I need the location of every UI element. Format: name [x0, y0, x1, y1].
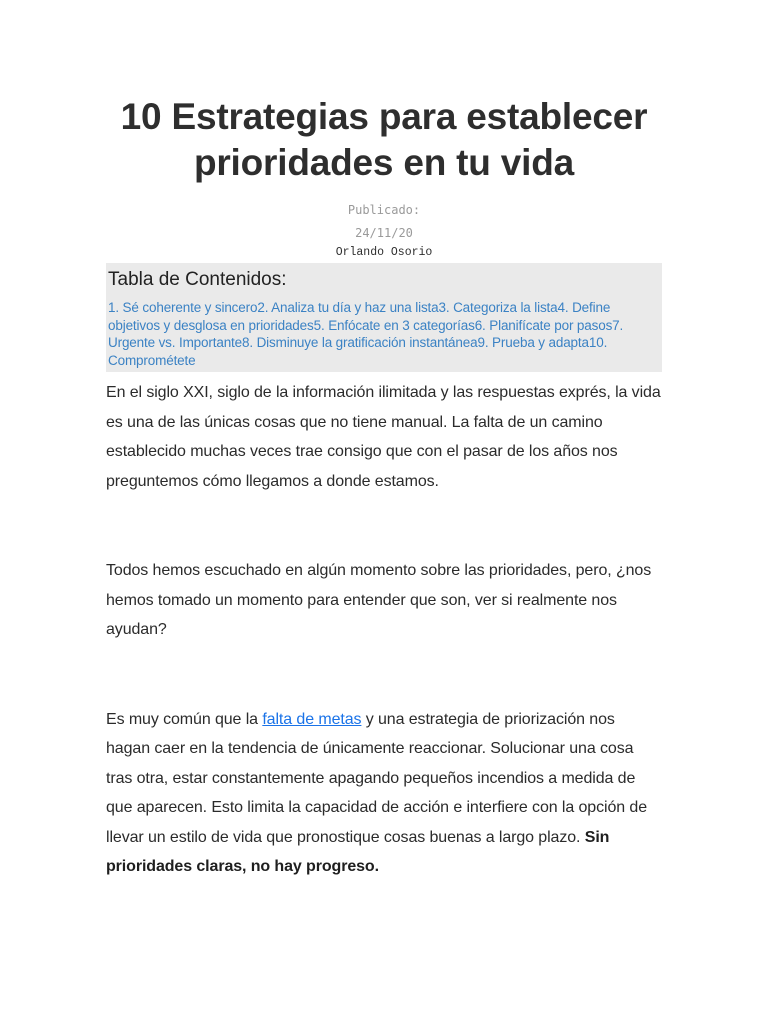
- published-date: 24/11/20: [355, 226, 413, 240]
- article-page: [106, 0, 662, 882]
- toc-links[interactable]: 1. Sé coherente y sincero2. Analiza tu día y haz una lista3. Categoriza la lista4. Define objetivos y desglosa en prioridades5. Enfócate en 3 categorías6. Planifícate por pasos7. Urgente vs. Importante8. Disminuye la gratificación instantánea9. Prueba y adapta10. Comprométete: [108, 300, 624, 368]
- article-title: 10 Estrategias para establecer prioridades en tu vida: [120, 96, 648, 183]
- body-paragraph-1: En el siglo XXI, siglo de la información ilimitada y las respuestas exprés, la vida es una de las únicas cosas que no tiene manual. La falta de un camino establecido muchas veces trae consigo que con el pasar de los años nos preguntemos cómo llegamos a donde estamos.: [106, 384, 661, 490]
- paragraph-3-bold-conclusion: Sin prioridades claras, no hay progreso.: [106, 828, 610, 875]
- author-name: Orlando Osorio: [335, 246, 433, 259]
- paragraph-3-text-start: Es muy común que la: [106, 710, 263, 728]
- body-paragraph-3: [106, 705, 662, 882]
- toc-heading: Tabla de Contenidos:: [108, 269, 287, 290]
- paragraph-3-text-middle: y una estrategia de priorización nos hagan caer en la tendencia de únicamente reaccionar. Solucionar una cosa tras otra, estar constantemente apagando pequeños incendios a medida de que aparecen. Esto limita la capacidad de acción e interfiere con la opción de llevar un estilo de vida que pronostique cosas buenas a largo plazo.: [106, 710, 647, 846]
- falta-de-metas-link[interactable]: falta de metas: [262, 710, 362, 728]
- table-of-contents: [106, 263, 662, 372]
- body-paragraph-2: Todos hemos escuchado en algún momento sobre las prioridades, pero, ¿nos hemos tomado un momento para entender que son, ver si realmente nos ayudan?: [106, 562, 652, 638]
- published-label: Publicado:: [347, 203, 421, 217]
